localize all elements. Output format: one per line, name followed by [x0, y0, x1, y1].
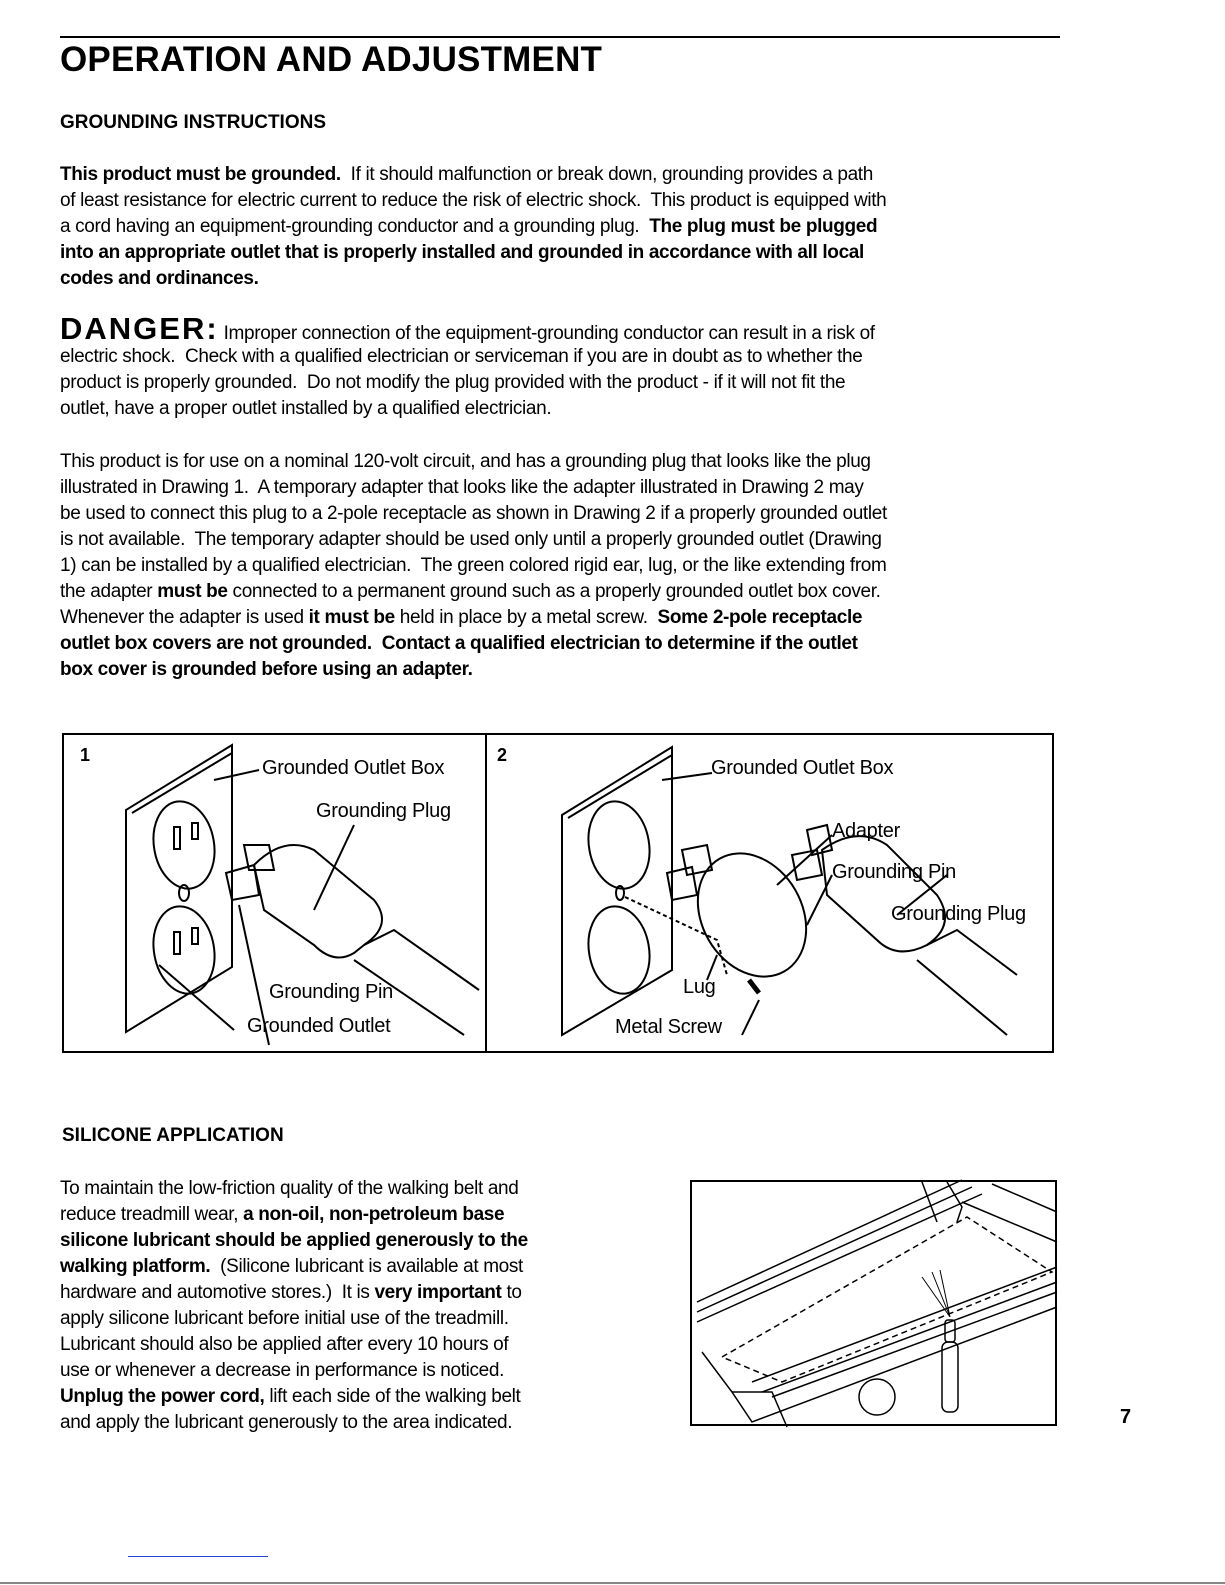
bold-text: The plug must be plugged	[649, 216, 878, 237]
label-lug: Lug	[683, 976, 716, 998]
text-line	[60, 344, 875, 370]
text-line	[60, 396, 875, 422]
bold-text: silicone lubricant should be applied generously to the	[60, 1230, 528, 1251]
drawing-1-panel	[62, 733, 487, 1053]
text-line	[60, 162, 886, 188]
text: a cord having an equipment-grounding conductor and a grounding plug.	[60, 216, 650, 237]
label-grounding-plug: Grounding Plug	[316, 800, 451, 822]
text-line	[60, 449, 887, 475]
drawing-number: 2	[497, 745, 508, 765]
bottom-rule	[0, 1582, 1225, 1584]
voltage-paragraph	[60, 449, 887, 683]
page-number: 7	[1120, 1406, 1132, 1428]
text: connected to a permanent ground such as a properly grounded outlet box cover.	[227, 581, 881, 602]
page-title: OPERATION AND ADJUSTMENT	[60, 40, 603, 79]
bold-text: a non-oil, non-petroleum base	[243, 1204, 505, 1225]
text-line	[60, 1280, 528, 1306]
text: apply silicone lubricant before initial use of the treadmill.	[60, 1308, 509, 1329]
label-adapter: Adapter	[832, 820, 900, 842]
label-grounded-outlet-box: Grounded Outlet Box	[262, 757, 445, 779]
text-line	[60, 1332, 528, 1358]
label-grounded-outlet: Grounded Outlet	[247, 1015, 391, 1037]
link-underline	[128, 1556, 268, 1557]
danger-label: DANGER:	[60, 311, 219, 346]
text-line	[60, 1254, 528, 1280]
text-line	[60, 553, 887, 579]
text: (Silicone lubricant is available at most	[210, 1256, 523, 1277]
bold-text: This product must be grounded.	[60, 164, 341, 185]
label-grounding-pin: Grounding Pin	[269, 981, 393, 1003]
text: to	[501, 1282, 522, 1303]
text-line	[60, 1410, 528, 1436]
text-line	[60, 1176, 528, 1202]
bold-text: box cover is grounded before using an adapter.	[60, 659, 473, 680]
bold-text: outlet box covers are not grounded. Contact a qualified electrician to determine if the outlet	[60, 633, 858, 654]
bold-text: walking platform.	[60, 1256, 211, 1277]
text: hardware and automotive stores.) It is	[60, 1282, 375, 1303]
bold-text: Some 2-pole receptacle	[657, 607, 863, 628]
label-metal-screw: Metal Screw	[615, 1016, 722, 1038]
treadmill-illustration	[692, 1182, 1059, 1428]
text: of least resistance for electric current to reduce the risk of electric shock. This product is equipped with	[60, 190, 887, 211]
text: the adapter	[60, 581, 158, 602]
text: Whenever the adapter is used	[60, 607, 309, 628]
text: product is properly grounded. Do not modify the plug provided with the product - if it will not fit the	[60, 372, 846, 393]
text: reduce treadmill wear,	[60, 1204, 244, 1225]
text-line	[60, 657, 887, 683]
grounding-heading: GROUNDING INSTRUCTIONS	[60, 112, 326, 133]
bold-text: codes and ordinances.	[60, 268, 259, 289]
text-line	[60, 1306, 528, 1332]
text-line	[60, 579, 887, 605]
text-line	[60, 1202, 528, 1228]
treadmill-lubrication-figure	[690, 1180, 1057, 1426]
text-line	[60, 214, 886, 240]
text-line	[60, 605, 887, 631]
bold-text: it must be	[308, 607, 395, 628]
adapter-illustration	[487, 735, 1056, 1055]
text-line	[60, 188, 886, 214]
text-line	[60, 475, 887, 501]
silicone-paragraph	[60, 1176, 528, 1436]
text: is not available. The temporary adapter should be used only until a properly grounded outlet (Drawing	[60, 529, 882, 550]
text: lift each side of the walking belt	[264, 1386, 521, 1407]
text-line	[60, 1384, 528, 1410]
text-line	[60, 240, 886, 266]
text: be used to connect this plug to a 2-pole receptacle as shown in Drawing 2 if a properly grounded outlet	[60, 503, 887, 524]
bold-text: Unplug the power cord,	[60, 1386, 265, 1407]
text: outlet, have a proper outlet installed by a qualified electrician.	[60, 398, 552, 419]
danger-line: Improper connection of the equipment-grounding conductor can result in a risk of	[223, 323, 875, 344]
text-line	[60, 1228, 528, 1254]
text: illustrated in Drawing 1. A temporary adapter that looks like the adapter illustrated in Drawing 2 may	[60, 477, 864, 498]
bold-text: must be	[157, 581, 228, 602]
label-grounded-outlet-box: Grounded Outlet Box	[711, 757, 894, 779]
label-grounding-pin: Grounding Pin	[832, 861, 956, 883]
text-line	[60, 1358, 528, 1384]
text: This product is for use on a nominal 120-volt circuit, and has a grounding plug that looks like the plug	[60, 451, 871, 472]
drawing-number: 1	[80, 745, 91, 765]
danger-paragraph	[60, 311, 875, 422]
text-line	[60, 501, 887, 527]
text: electric shock. Check with a qualified electrician or serviceman if you are in doubt as to whether the	[60, 346, 863, 367]
text: 1) can be installed by a qualified electrician. The green colored rigid ear, lug, or the like extending from	[60, 555, 887, 576]
silicone-heading: SILICONE APPLICATION	[62, 1125, 284, 1146]
text: use or whenever a decrease in performance is noticed.	[60, 1360, 505, 1381]
text-line	[60, 631, 887, 657]
text: If it should malfunction or break down, grounding provides a path	[340, 164, 873, 185]
drawing-2-panel	[485, 733, 1054, 1053]
text: held in place by a metal screw.	[394, 607, 658, 628]
text-line	[60, 266, 886, 292]
grounding-paragraph	[60, 162, 886, 292]
text: Lubricant should also be applied after every 10 hours of	[60, 1334, 509, 1355]
text-line	[60, 370, 875, 396]
outlet-plug-illustration	[64, 735, 489, 1055]
text: and apply the lubricant generously to the area indicated.	[60, 1412, 513, 1433]
top-rule	[60, 36, 1060, 38]
bold-text: into an appropriate outlet that is properly installed and grounded in accordance with all local	[60, 242, 864, 263]
text: To maintain the low-friction quality of the walking belt and	[60, 1178, 519, 1199]
label-grounding-plug: Grounding Plug	[891, 903, 1026, 925]
text-line	[60, 527, 887, 553]
bold-text: very important	[374, 1282, 502, 1303]
